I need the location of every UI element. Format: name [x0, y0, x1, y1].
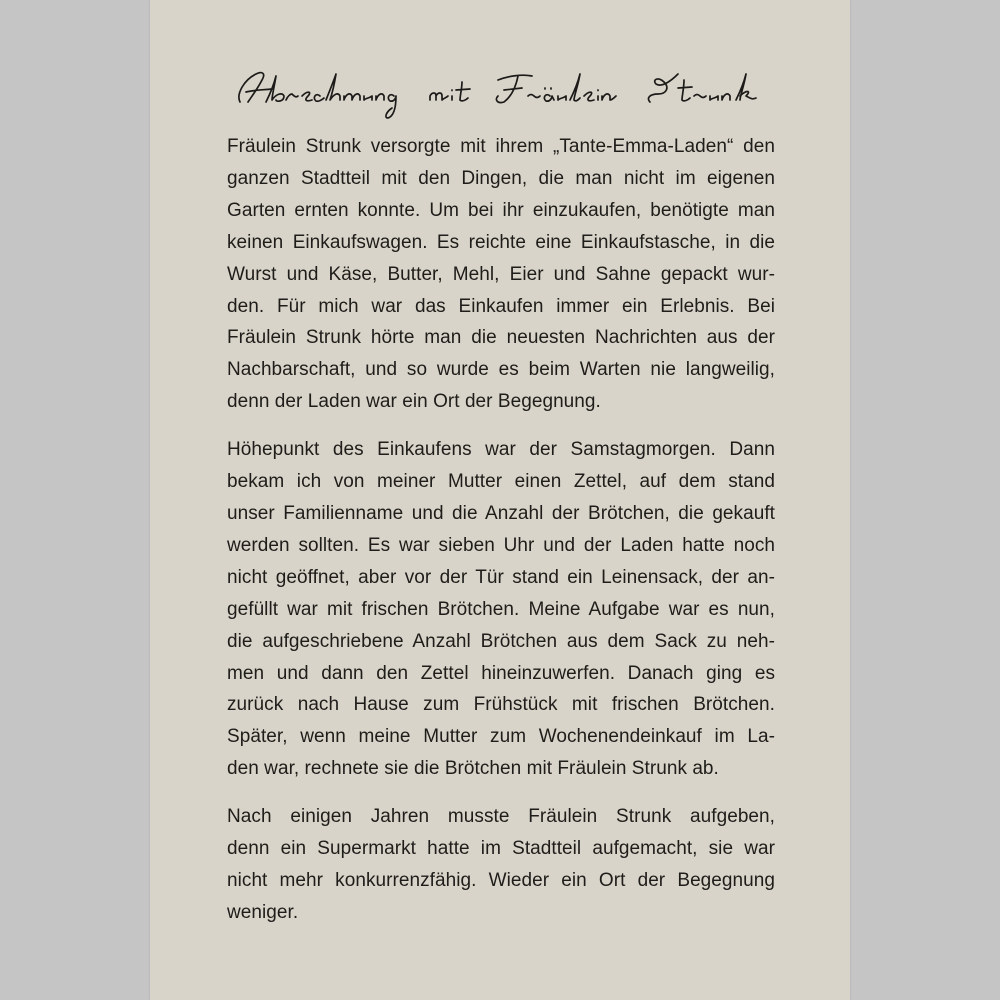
article-body [227, 131, 775, 945]
text-line: weniger. [227, 901, 299, 923]
text-line: Nach einigen Jahren musste Fräulein Strunk aufgeben, [227, 806, 775, 828]
document-page [150, 0, 850, 1000]
handwritten-title [232, 58, 792, 128]
text-line: werden sollten. Es war sieben Uhr und der Laden hatte noch [227, 534, 775, 556]
text-line: unser Familienname und die Anzahl der Brötchen, die gekauft [227, 502, 775, 524]
text-line: men und dann den Zettel hineinzuwerfen. Danach ging es [227, 662, 775, 684]
text-line: denn ein Supermarkt hatte im Stadtteil aufgemacht, sie war [227, 838, 775, 860]
handwritten-title-drawing [232, 58, 792, 128]
text-line: bekam ich von meiner Mutter einen Zettel, auf dem stand [227, 471, 775, 493]
text-line: Nachbarschaft, und so wurde es beim Warten nie langweilig, [227, 359, 775, 381]
text-line: Später, wenn meine Mutter zum Wochenendeinkauf im La- [227, 726, 775, 748]
paragraph-3 [227, 801, 775, 929]
paragraph-1 [227, 131, 775, 418]
text-line: Wurst und Käse, Butter, Mehl, Eier und Sahne gepackt wur- [227, 263, 775, 285]
text-line: Fräulein Strunk hörte man die neuesten Nachrichten aus der [227, 327, 775, 349]
text-line: denn der Laden war ein Ort der Begegnung. [227, 391, 601, 413]
paragraph-2 [227, 434, 775, 785]
text-line: den war, rechnete sie die Brötchen mit Fräulein Strunk ab. [227, 758, 719, 780]
text-line: Höhepunkt des Einkaufens war der Samstagmorgen. Dann [227, 439, 775, 461]
text-line: Fräulein Strunk versorgte mit ihrem „Tante-Emma-Laden“ den [227, 136, 775, 157]
text-line: ganzen Stadtteil mit den Dingen, die man nicht im eigenen [227, 167, 775, 189]
text-line: nicht mehr konkurrenzfähig. Wieder ein Ort der Begegnung [227, 869, 775, 891]
text-line: gefüllt war mit frischen Brötchen. Meine Aufgabe war es nun, [227, 598, 775, 620]
text-line: nicht geöffnet, aber vor der Tür stand ein Leinensack, der an- [227, 566, 775, 588]
text-line: Garten ernten konnte. Um bei ihr einzukaufen, benötigte man [227, 199, 775, 221]
text-line: zurück nach Hause zum Frühstück mit frischen Brötchen. [227, 694, 775, 716]
text-line: die aufgeschriebene Anzahl Brötchen aus dem Sack zu neh- [227, 630, 775, 652]
text-line: keinen Einkaufswagen. Es reichte eine Einkaufstasche, in die [227, 231, 775, 253]
text-line: den. Für mich war das Einkaufen immer ein Erlebnis. Bei [227, 295, 775, 317]
